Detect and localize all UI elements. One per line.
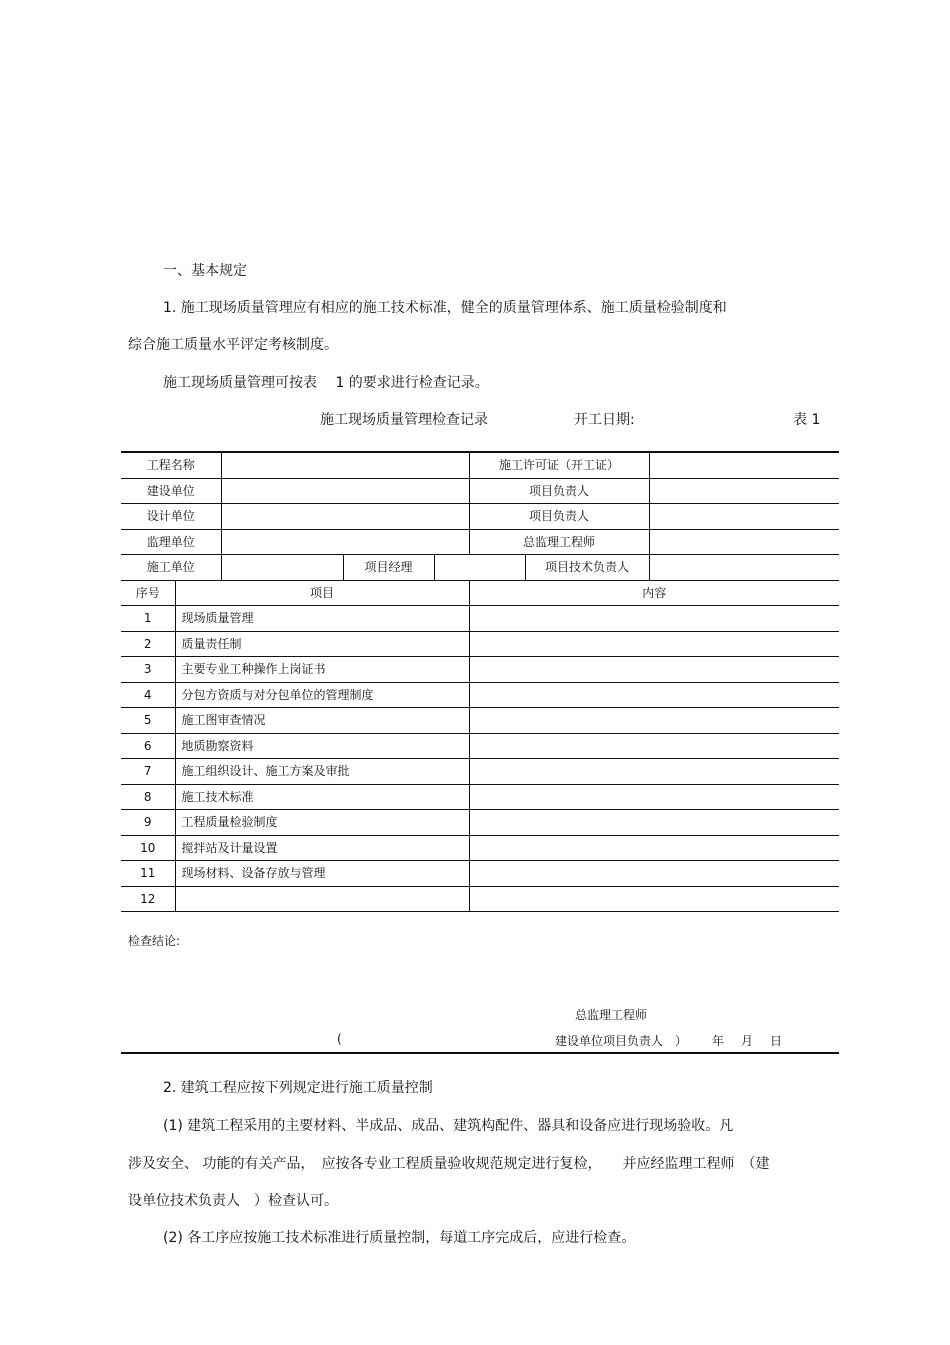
header-right-value-cell[interactable]: [649, 504, 839, 530]
column-header-no: 序号: [121, 580, 175, 606]
technical-lead-value-cell[interactable]: [649, 555, 839, 581]
row-number: 12: [121, 886, 175, 912]
header-value-cell[interactable]: [221, 478, 469, 504]
row-number: 4: [121, 682, 175, 708]
row-number: 6: [121, 733, 175, 759]
header-label: 监理单位: [121, 529, 221, 555]
conclusion-bottom-rule: [121, 1052, 839, 1054]
header-right-value-cell[interactable]: [649, 529, 839, 555]
project-manager-label: 项目经理: [343, 555, 434, 581]
row-number: 11: [121, 861, 175, 887]
header-row-construction-unit: [121, 555, 839, 581]
table-row: [121, 682, 839, 708]
construction-unit-value-cell[interactable]: [221, 555, 343, 581]
header-right-label: 总监理工程师: [469, 529, 649, 555]
paragraph-2-item-1-line-1: (1) 建筑工程采用的主要材料、半成品、成品、建筑构配件、器具和设备应进行现场验收。凡: [163, 1118, 734, 1134]
table-number: 表 1: [793, 412, 821, 428]
header-row-project-name: [121, 452, 839, 478]
table-row: [121, 784, 839, 810]
header-row-design-unit: [121, 504, 839, 530]
row-content-cell[interactable]: [469, 657, 839, 683]
table-row: [121, 810, 839, 836]
row-content-cell[interactable]: [469, 886, 839, 912]
header-label: 建设单位: [121, 478, 221, 504]
header-label: 工程名称: [121, 452, 221, 478]
start-date-label: 开工日期:: [574, 412, 635, 428]
row-content-cell[interactable]: [469, 606, 839, 632]
header-right-label: 施工许可证（开工证）: [469, 452, 649, 478]
column-header-row: [121, 580, 839, 606]
technical-lead-label: 项目技术负责人: [525, 555, 649, 581]
row-item: 现场质量管理: [175, 606, 469, 632]
signature-owner-project-lead: 建设单位项目负责人 ）: [555, 1034, 688, 1048]
row-number: 9: [121, 810, 175, 836]
section-heading: 一、基本规定: [163, 263, 247, 279]
header-right-label: 项目负责人: [469, 478, 649, 504]
row-content-cell[interactable]: [469, 682, 839, 708]
row-content-cell[interactable]: [469, 708, 839, 734]
row-item: 地质勘察资料: [175, 733, 469, 759]
column-header-content: 内容: [469, 580, 839, 606]
header-right-value-cell[interactable]: [649, 452, 839, 478]
row-item: 分包方资质与对分包单位的管理制度: [175, 682, 469, 708]
quality-management-check-table: [121, 451, 839, 912]
row-item: [175, 886, 469, 912]
row-number: 5: [121, 708, 175, 734]
paragraph-1-table-reference: 施工现场质量管理可按表 1 的要求进行检查记录。: [163, 375, 489, 391]
table-row: [121, 759, 839, 785]
row-item: 施工技术标准: [175, 784, 469, 810]
row-number: 3: [121, 657, 175, 683]
header-row-owner-unit: [121, 478, 839, 504]
paragraph-2-heading: 2. 建筑工程应按下列规定进行施工质量控制: [163, 1080, 433, 1096]
table-row: [121, 835, 839, 861]
row-content-cell[interactable]: [469, 861, 839, 887]
header-value-cell[interactable]: [221, 452, 469, 478]
table-row: [121, 886, 839, 912]
project-manager-value-cell[interactable]: [434, 555, 525, 581]
row-content-cell[interactable]: [469, 631, 839, 657]
paragraph-2-item-2: (2) 各工序应按施工技术标准进行质量控制，每道工序完成后，应进行检查。: [163, 1230, 636, 1246]
signature-open-paren: (: [337, 1032, 342, 1046]
row-content-cell[interactable]: [469, 733, 839, 759]
paragraph-1-line-2: 综合施工质量水平评定考核制度。: [128, 337, 338, 353]
column-header-item: 项目: [175, 580, 469, 606]
table-row: [121, 708, 839, 734]
row-number: 8: [121, 784, 175, 810]
row-number: 7: [121, 759, 175, 785]
header-row-supervision-unit: [121, 529, 839, 555]
row-number: 2: [121, 631, 175, 657]
paragraph-1-line-1: 1. 施工现场质量管理应有相应的施工技术标准，健全的质量管理体系、施工质量检验制度和: [163, 300, 727, 316]
header-value-cell[interactable]: [221, 529, 469, 555]
table-row: [121, 733, 839, 759]
paragraph-2-item-1-line-2: 涉及安全、 功能的有关产品， 应按各专业工程质量验收规范规定进行复检， 并应经监理工程师 （建: [128, 1156, 770, 1172]
signature-day: 日: [770, 1034, 783, 1048]
row-item: 质量责任制: [175, 631, 469, 657]
row-item: 搅拌站及计量设置: [175, 835, 469, 861]
table-row: [121, 657, 839, 683]
construction-unit-label: 施工单位: [121, 555, 221, 581]
signature-year: 年: [712, 1034, 725, 1048]
signature-chief-supervisor: 总监理工程师: [575, 1008, 648, 1022]
row-item: 施工图审查情况: [175, 708, 469, 734]
conclusion-label: 检查结论:: [128, 934, 181, 948]
header-right-label: 项目负责人: [469, 504, 649, 530]
table-row: [121, 631, 839, 657]
header-label: 设计单位: [121, 504, 221, 530]
header-value-cell[interactable]: [221, 504, 469, 530]
row-item: 主要专业工种操作上岗证书: [175, 657, 469, 683]
row-content-cell[interactable]: [469, 784, 839, 810]
table-row: [121, 861, 839, 887]
row-item: 现场材料、设备存放与管理: [175, 861, 469, 887]
row-content-cell[interactable]: [469, 759, 839, 785]
table-row: [121, 606, 839, 632]
row-number: 10: [121, 835, 175, 861]
header-right-value-cell[interactable]: [649, 478, 839, 504]
signature-month: 月: [741, 1034, 754, 1048]
row-content-cell[interactable]: [469, 810, 839, 836]
table-title: 施工现场质量管理检查记录: [320, 412, 488, 428]
row-content-cell[interactable]: [469, 835, 839, 861]
row-item: 施工组织设计、施工方案及审批: [175, 759, 469, 785]
row-number: 1: [121, 606, 175, 632]
paragraph-2-item-1-line-3: 设单位技术负责人 ）检查认可。: [128, 1193, 338, 1209]
row-item: 工程质量检验制度: [175, 810, 469, 836]
